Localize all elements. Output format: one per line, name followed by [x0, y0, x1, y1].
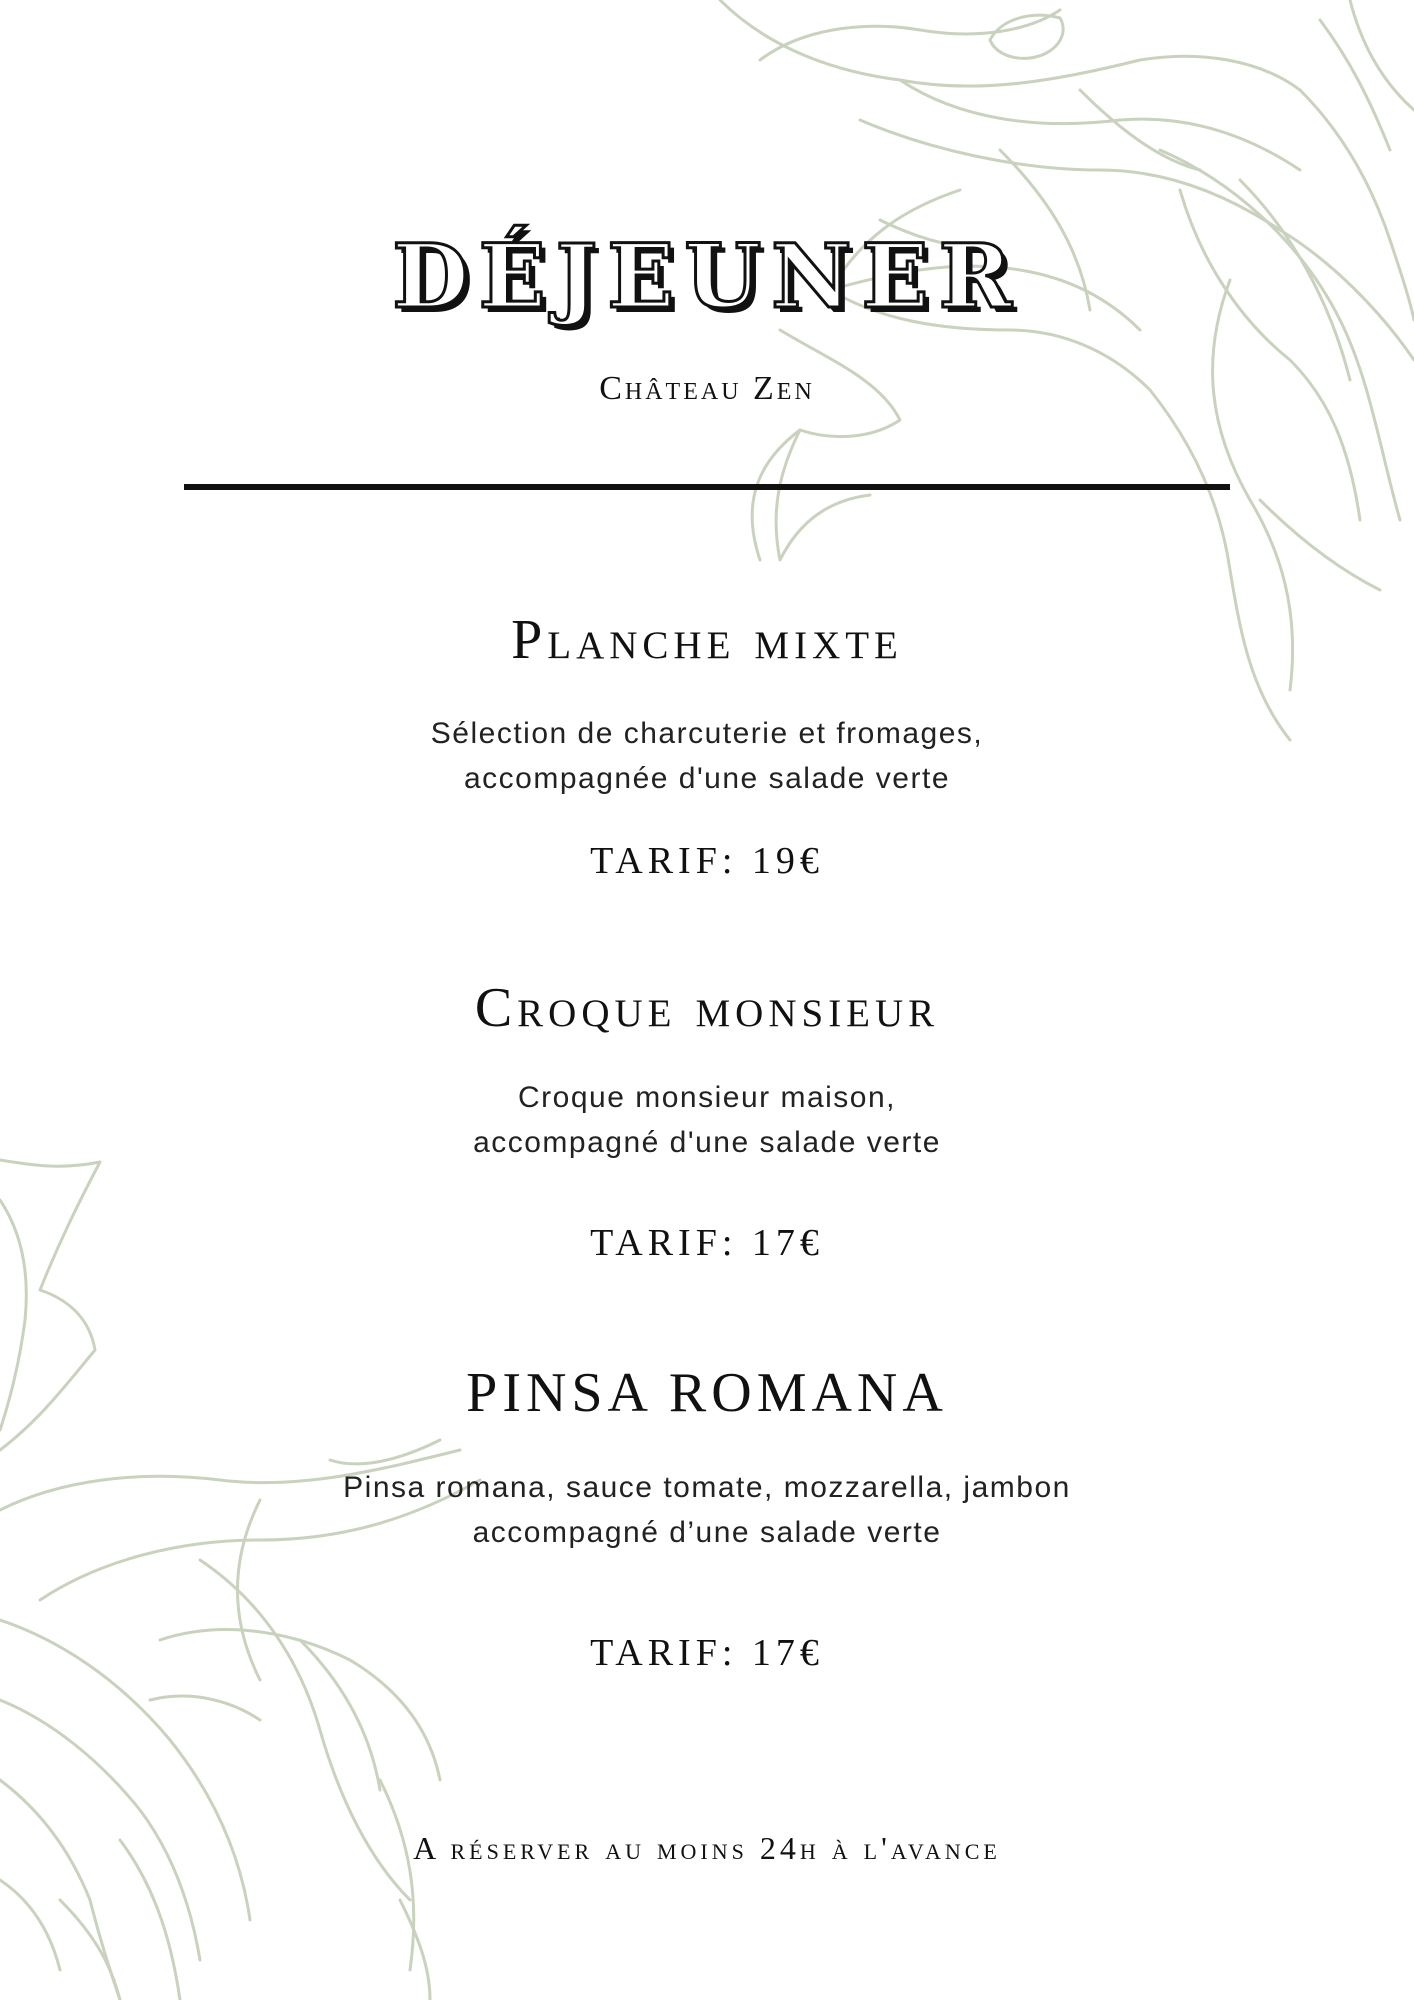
- menu-item-price: TARIF: 17€: [590, 1632, 824, 1674]
- menu-item-description-line: Croque monsieur maison,: [518, 1081, 896, 1114]
- menu-item-description-line: accompagnée d'une salade verte: [463, 762, 951, 795]
- menu-item-description-line: Sélection de charcuterie et fromages,: [430, 717, 984, 750]
- menu-item-price-row: [0, 1634, 1414, 1672]
- menu-item-price-row: [0, 1224, 1414, 1262]
- reservation-note: A réserver au moins 24h à l'avance: [413, 1830, 1001, 1866]
- menu-item-description: [0, 1465, 1414, 1555]
- menu-item-price-row: [0, 842, 1414, 880]
- menu-item: [0, 977, 1414, 1039]
- menu-item-description: [0, 711, 1414, 801]
- menu-item-description-line: Pinsa romana, sauce tomate, mozzarella, jambon: [343, 1471, 1071, 1504]
- menu-item-name: Planche mixte: [511, 609, 903, 671]
- menu-item-price: TARIF: 19€: [590, 840, 824, 882]
- menu-item: [0, 1362, 1414, 1424]
- menu-item-description-line: accompagné d’une salade verte: [472, 1516, 942, 1549]
- header-divider: [184, 484, 1230, 490]
- menu-item: [0, 609, 1414, 671]
- menu-item-price: TARIF: 17€: [590, 1222, 824, 1264]
- leaf-illustration-bottom-left-icon: [0, 1160, 480, 2000]
- menu-item-name: Croque monsieur: [474, 977, 940, 1039]
- restaurant-name: Château Zen: [599, 370, 815, 407]
- menu-title: DÉJEUNER: [392, 224, 1022, 328]
- menu-item-name: PINSA ROMANA: [466, 1362, 948, 1424]
- menu-item-description: [0, 1075, 1414, 1165]
- menu-item-description-line: accompagné d'une salade verte: [473, 1126, 941, 1159]
